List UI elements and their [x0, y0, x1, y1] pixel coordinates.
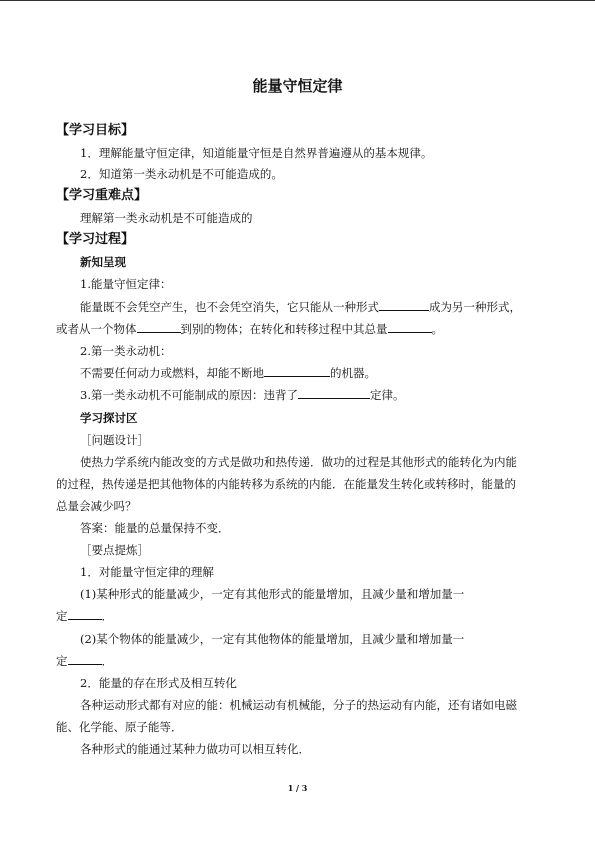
point1-sub1: (1)某种形式的能量减少，一定有其他形式的能量增加，且减少量和增加量一	[80, 587, 465, 601]
item1-line2	[56, 321, 443, 337]
item3-text-b: 定律。	[369, 388, 405, 402]
subheading-discussion: 学习探讨区	[80, 411, 138, 425]
item1-line1	[80, 299, 521, 315]
question-line-1: 使热力学系统内能改变的方式是做功和热传递．做功的过程是其他形式的能转化为内能	[80, 455, 517, 469]
fill-blank	[379, 299, 429, 311]
item3-line	[80, 387, 404, 403]
point1-sub2-cont-a: 定	[56, 654, 68, 668]
item1-line1-text-b: 成为另一种形式，	[429, 300, 521, 314]
answer-text: 答案：能量的总量保持不变．	[80, 521, 230, 535]
point2-title: 2．能量的存在形式及相互转化	[80, 676, 237, 690]
point1-sub1-cont-a: 定	[56, 609, 68, 623]
point1-sub2-cont	[56, 653, 113, 669]
point1-sub2: (2)某个物体的能量减少，一定有其他物体的能量增加，且减少量和增加量一	[80, 632, 465, 646]
fill-blank	[68, 653, 102, 665]
point1-sub2-cont-b: ．	[101, 654, 113, 668]
point2-line-1: 各种运动形式都有对应的能：机械运动有机械能，分子的热运动有内能，还有诸如电磁	[80, 698, 517, 712]
page-number: 1 / 3	[287, 783, 308, 793]
point1-sub1-cont	[56, 608, 113, 624]
goal-item-1: 1．理解能量守恒定律，知道能量守恒是自然界普遍遵从的基本规律。	[80, 146, 433, 160]
item1-line2-text-c: 。	[431, 322, 443, 336]
section-heading-process: 【学习过程】	[56, 232, 135, 247]
points-label: ［要点提炼］	[80, 543, 149, 557]
item2-title: 2.第一类永动机：	[80, 344, 172, 358]
item1-line2-text-b: 到别的物体；在转化和转移过程中其总量	[180, 322, 388, 336]
fill-blank	[68, 608, 102, 620]
question-label: ［问题设计］	[80, 433, 149, 447]
point2-line-3: 各种形式的能通过某种力做功可以相互转化．	[80, 742, 310, 756]
section-heading-goals: 【学习目标】	[56, 123, 135, 138]
subheading-new-knowledge: 新知呈现	[80, 255, 126, 269]
goal-item-2: 2．知道第一类永动机是不可能造成的。	[80, 167, 283, 181]
item1-line1-text-a: 能量既不会凭空产生，也不会凭空消失，它只能从一种形式	[80, 300, 379, 314]
item1-title: 1.能量守恒定律：	[80, 277, 172, 291]
point1-title: 1．对能量守恒定律的理解	[80, 565, 214, 579]
fill-blank	[137, 321, 181, 333]
question-line-2: 的过程，热传递是把其他物体的内能转移为系统的内能．在能量发生转化或转移时，能量的	[56, 477, 516, 491]
item2-line	[80, 365, 376, 381]
item3-text-a: 3.第一类永动机不可能制成的原因：违背了	[80, 388, 298, 402]
page-title: 能量守恒定律	[252, 77, 343, 95]
point1-sub1-cont-b: ．	[101, 609, 113, 623]
fill-blank	[264, 365, 330, 377]
fill-blank	[388, 321, 432, 333]
fill-blank	[298, 387, 370, 399]
item2-line-text-b: 的机器。	[330, 366, 376, 380]
question-line-3: 总量会减少吗？	[56, 499, 137, 513]
item1-line2-text-a: 或者从一个物体	[56, 322, 137, 336]
section-heading-key-points: 【学习重难点】	[56, 188, 148, 203]
point2-line-2: 能、化学能、原子能等．	[56, 720, 183, 734]
key-points-text: 理解第一类永动机是不可能造成的	[80, 211, 253, 225]
item2-line-text-a: 不需要任何动力或燃料，却能不断地	[80, 366, 264, 380]
top-border-rule	[0, 0, 595, 1]
